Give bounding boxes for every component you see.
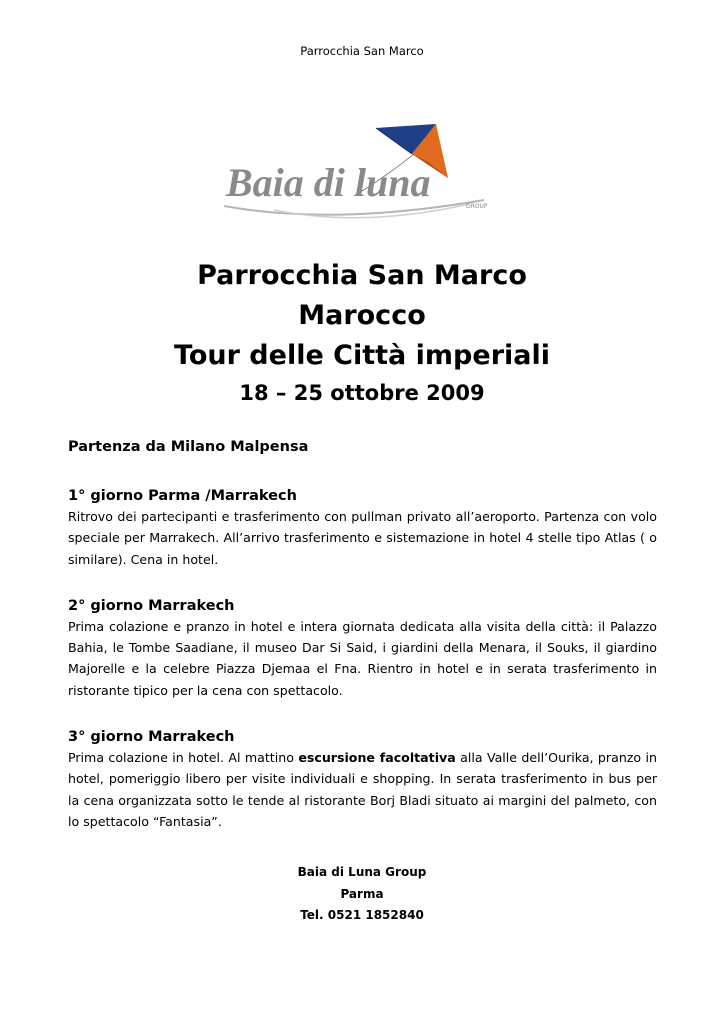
footer-company: Baia di Luna Group: [297, 865, 427, 879]
footer: [0, 862, 724, 927]
day-2-text: Prima colazione e pranzo in hotel e intera giornata dedicata alla visita della città: il Palazzo Bahia, le Tombe Saadiane, il museo Dar Si Said, i giardini della Menara, il Souks, il giardino Majorelle e la celebre Piazza Djemaa el Fna. Rientro in hotel e in serata trasferimento in ristorante tipico per la cena con spettacolo.: [68, 618, 657, 698]
kite-logo-icon: [214, 118, 514, 228]
title-parish: Parrocchia San Marco: [197, 260, 527, 291]
itinerary: [68, 436, 657, 832]
departure-info: Partenza da Milano Malpensa: [68, 439, 309, 455]
day-1-text: Ritrovo dei partecipanti e trasferimento con pullman privato all’aeroporto. Partenza con volo speciale per Marrakech. All’arrivo trasferimento e sistemazione in hotel 4 stelle tipo Atlas ( o similare). Cena in hotel.: [68, 509, 657, 567]
logo-subtext: GROUP: [466, 203, 488, 210]
title-tour: Tour delle Città imperiali: [173, 340, 550, 371]
logo-wordmark: Baia di luna: [226, 160, 431, 205]
day-3: [68, 727, 657, 832]
footer-city: Parma: [340, 886, 384, 901]
day-3-heading: 3° giorno Marrakech: [68, 729, 235, 746]
optional-excursion-label: escursione facoltativa: [298, 750, 456, 766]
title-dates: 18 – 25 ottobre 2009: [239, 381, 485, 405]
day-1: [68, 486, 657, 570]
day-1-heading: 1° giorno Parma /Marrakech: [68, 488, 297, 504]
title-country: Marocco: [298, 300, 426, 331]
day-3-text-after: alla Valle dell’Ourika, pranzo in hotel, pomeriggio libero per visite individuali e shopping. In serata trasferimento in bus per la cena organizzata sotto le tende al ristorante Borj Bladi situato ai margini del palmeto, con lo spettacolo “Fantasia”.: [68, 750, 657, 829]
day-2: [68, 596, 657, 701]
day-3-text: [68, 747, 657, 832]
baia-di-luna-logo: [214, 118, 514, 228]
footer-phone: Tel. 0521 1852840: [300, 908, 424, 922]
day-3-text-before: Prima colazione in hotel. Al mattino: [68, 750, 299, 766]
running-header: Parrocchia San Marco: [300, 44, 424, 58]
day-2-heading: 2° giorno Marrakech: [68, 597, 235, 614]
title-block: [0, 256, 724, 408]
